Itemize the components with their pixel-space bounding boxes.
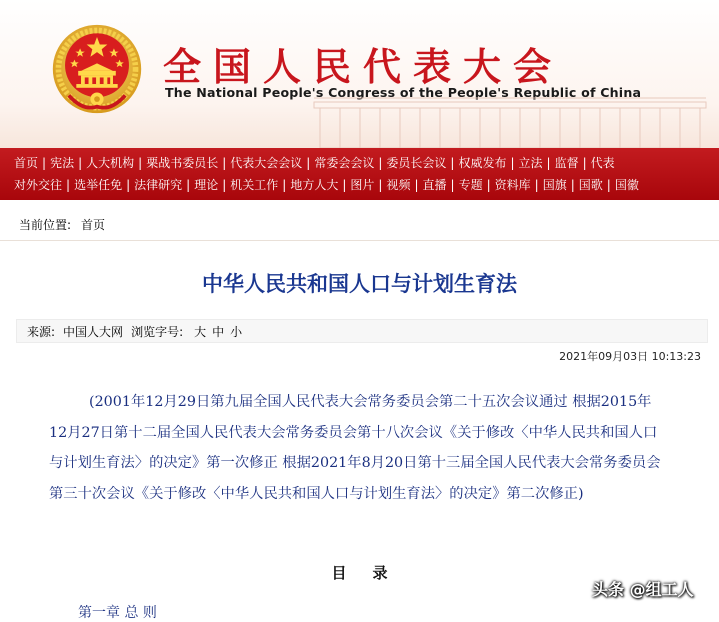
font-size-label: 浏览字号: bbox=[131, 325, 184, 339]
nav-separator: | bbox=[282, 178, 287, 192]
main-navigation bbox=[0, 148, 719, 200]
nav-item-r2-0[interactable]: 对外交往 bbox=[14, 178, 63, 192]
publish-datetime: 2021年09月03日 10:13:23 bbox=[559, 350, 701, 363]
nav-separator: | bbox=[306, 156, 311, 170]
nav-item-r1-3[interactable]: 栗战书委员长 bbox=[146, 156, 219, 170]
nav-item-r1-7[interactable]: 权威发布 bbox=[458, 156, 507, 170]
nav-item-r1-9[interactable]: 监督 bbox=[554, 156, 579, 170]
nav-separator: | bbox=[222, 156, 227, 170]
nav-separator: | bbox=[486, 178, 491, 192]
nav-item-r1-4[interactable]: 代表大会会议 bbox=[230, 156, 303, 170]
nav-item-r2-5[interactable]: 地方人大 bbox=[290, 178, 339, 192]
nav-separator: | bbox=[414, 178, 419, 192]
nav-item-r2-13[interactable]: 国徽 bbox=[614, 178, 639, 192]
nav-item-r2-10[interactable]: 资料库 bbox=[494, 178, 531, 192]
article-preamble bbox=[49, 387, 669, 509]
nav-row-primary bbox=[14, 156, 615, 170]
nav-separator: | bbox=[342, 178, 347, 192]
nav-separator: | bbox=[450, 156, 455, 170]
nav-item-r1-8[interactable]: 立法 bbox=[518, 156, 543, 170]
nav-item-r1-10[interactable]: 代表 bbox=[590, 156, 615, 170]
nav-separator: | bbox=[222, 178, 227, 192]
breadcrumb-divider bbox=[0, 240, 719, 241]
toc-char-2: 录 bbox=[372, 564, 388, 582]
breadcrumb-home-link[interactable]: 首页 bbox=[81, 218, 106, 232]
nav-item-r2-1[interactable]: 选举任免 bbox=[74, 178, 123, 192]
font-size-small-button[interactable]: 小 bbox=[230, 325, 243, 339]
font-size-medium-button[interactable]: 中 bbox=[212, 325, 225, 339]
nav-item-r2-8[interactable]: 直播 bbox=[422, 178, 447, 192]
site-title-english[interactable]: The National People's Congress of the People's Republic of China bbox=[165, 85, 642, 100]
nav-item-r2-4[interactable]: 机关工作 bbox=[230, 178, 279, 192]
nav-item-r2-6[interactable]: 图片 bbox=[350, 178, 375, 192]
site-title-chinese[interactable]: 全国人民代表大会 bbox=[163, 45, 564, 89]
chapter-one-link[interactable]: 第一章 总 则 bbox=[78, 605, 157, 621]
nav-item-r2-2[interactable]: 法律研究 bbox=[134, 178, 183, 192]
site-header bbox=[0, 0, 719, 148]
nav-item-r1-0[interactable]: 首页 bbox=[14, 156, 39, 170]
nav-separator: | bbox=[78, 156, 83, 170]
nav-separator: | bbox=[450, 178, 455, 192]
great-hall-building-icon bbox=[300, 94, 719, 148]
preamble-text: (2001年12月29日第九届全国人民代表大会常务委员会第二十五次会议通过 根据2015年12月27日第十二届全国人民代表大会常务委员会第十八次会议《关于修改〈中华人民共和国人口与计划生育法〉的决定》第一次修正 根据2021年8月20日第十三届全国人民代表大会常务委员会第三十次会议《关于修改〈中华人民共和国人口与计划生育法〉的决定》第二次修正) bbox=[49, 394, 661, 502]
toc-char-1: 目 bbox=[331, 564, 347, 582]
nav-row-secondary bbox=[14, 178, 639, 192]
national-emblem-icon[interactable] bbox=[50, 22, 144, 116]
nav-separator: | bbox=[66, 178, 71, 192]
nav-item-r2-12[interactable]: 国歌 bbox=[578, 178, 603, 192]
nav-item-r2-3[interactable]: 理论 bbox=[194, 178, 219, 192]
nav-item-r2-11[interactable]: 国旗 bbox=[542, 178, 567, 192]
breadcrumb-label: 当前位置: bbox=[19, 218, 72, 232]
breadcrumb bbox=[19, 216, 105, 233]
nav-separator: | bbox=[42, 156, 47, 170]
nav-separator: | bbox=[582, 156, 587, 170]
nav-item-r1-2[interactable]: 人大机构 bbox=[86, 156, 135, 170]
source-label: 来源: bbox=[27, 325, 56, 339]
watermark: 头条 @组工人 bbox=[592, 580, 694, 599]
nav-separator: | bbox=[378, 156, 383, 170]
article-title: 中华人民共和国人口与计划生育法 bbox=[202, 271, 517, 296]
article-meta bbox=[27, 323, 245, 340]
nav-separator: | bbox=[126, 178, 131, 192]
nav-separator: | bbox=[546, 156, 551, 170]
font-size-large-button[interactable]: 大 bbox=[194, 325, 207, 339]
nav-separator: | bbox=[186, 178, 191, 192]
nav-separator: | bbox=[606, 178, 611, 192]
nav-item-r1-6[interactable]: 委员长会议 bbox=[386, 156, 447, 170]
nav-item-r2-7[interactable]: 视频 bbox=[386, 178, 411, 192]
nav-separator: | bbox=[570, 178, 575, 192]
source-name: 中国人大网 bbox=[63, 325, 124, 339]
nav-item-r1-5[interactable]: 常委会会议 bbox=[314, 156, 375, 170]
nav-separator: | bbox=[534, 178, 539, 192]
nav-separator: | bbox=[378, 178, 383, 192]
nav-item-r2-9[interactable]: 专题 bbox=[458, 178, 483, 192]
nav-separator: | bbox=[510, 156, 515, 170]
nav-separator: | bbox=[138, 156, 143, 170]
nav-item-r1-1[interactable]: 宪法 bbox=[50, 156, 75, 170]
